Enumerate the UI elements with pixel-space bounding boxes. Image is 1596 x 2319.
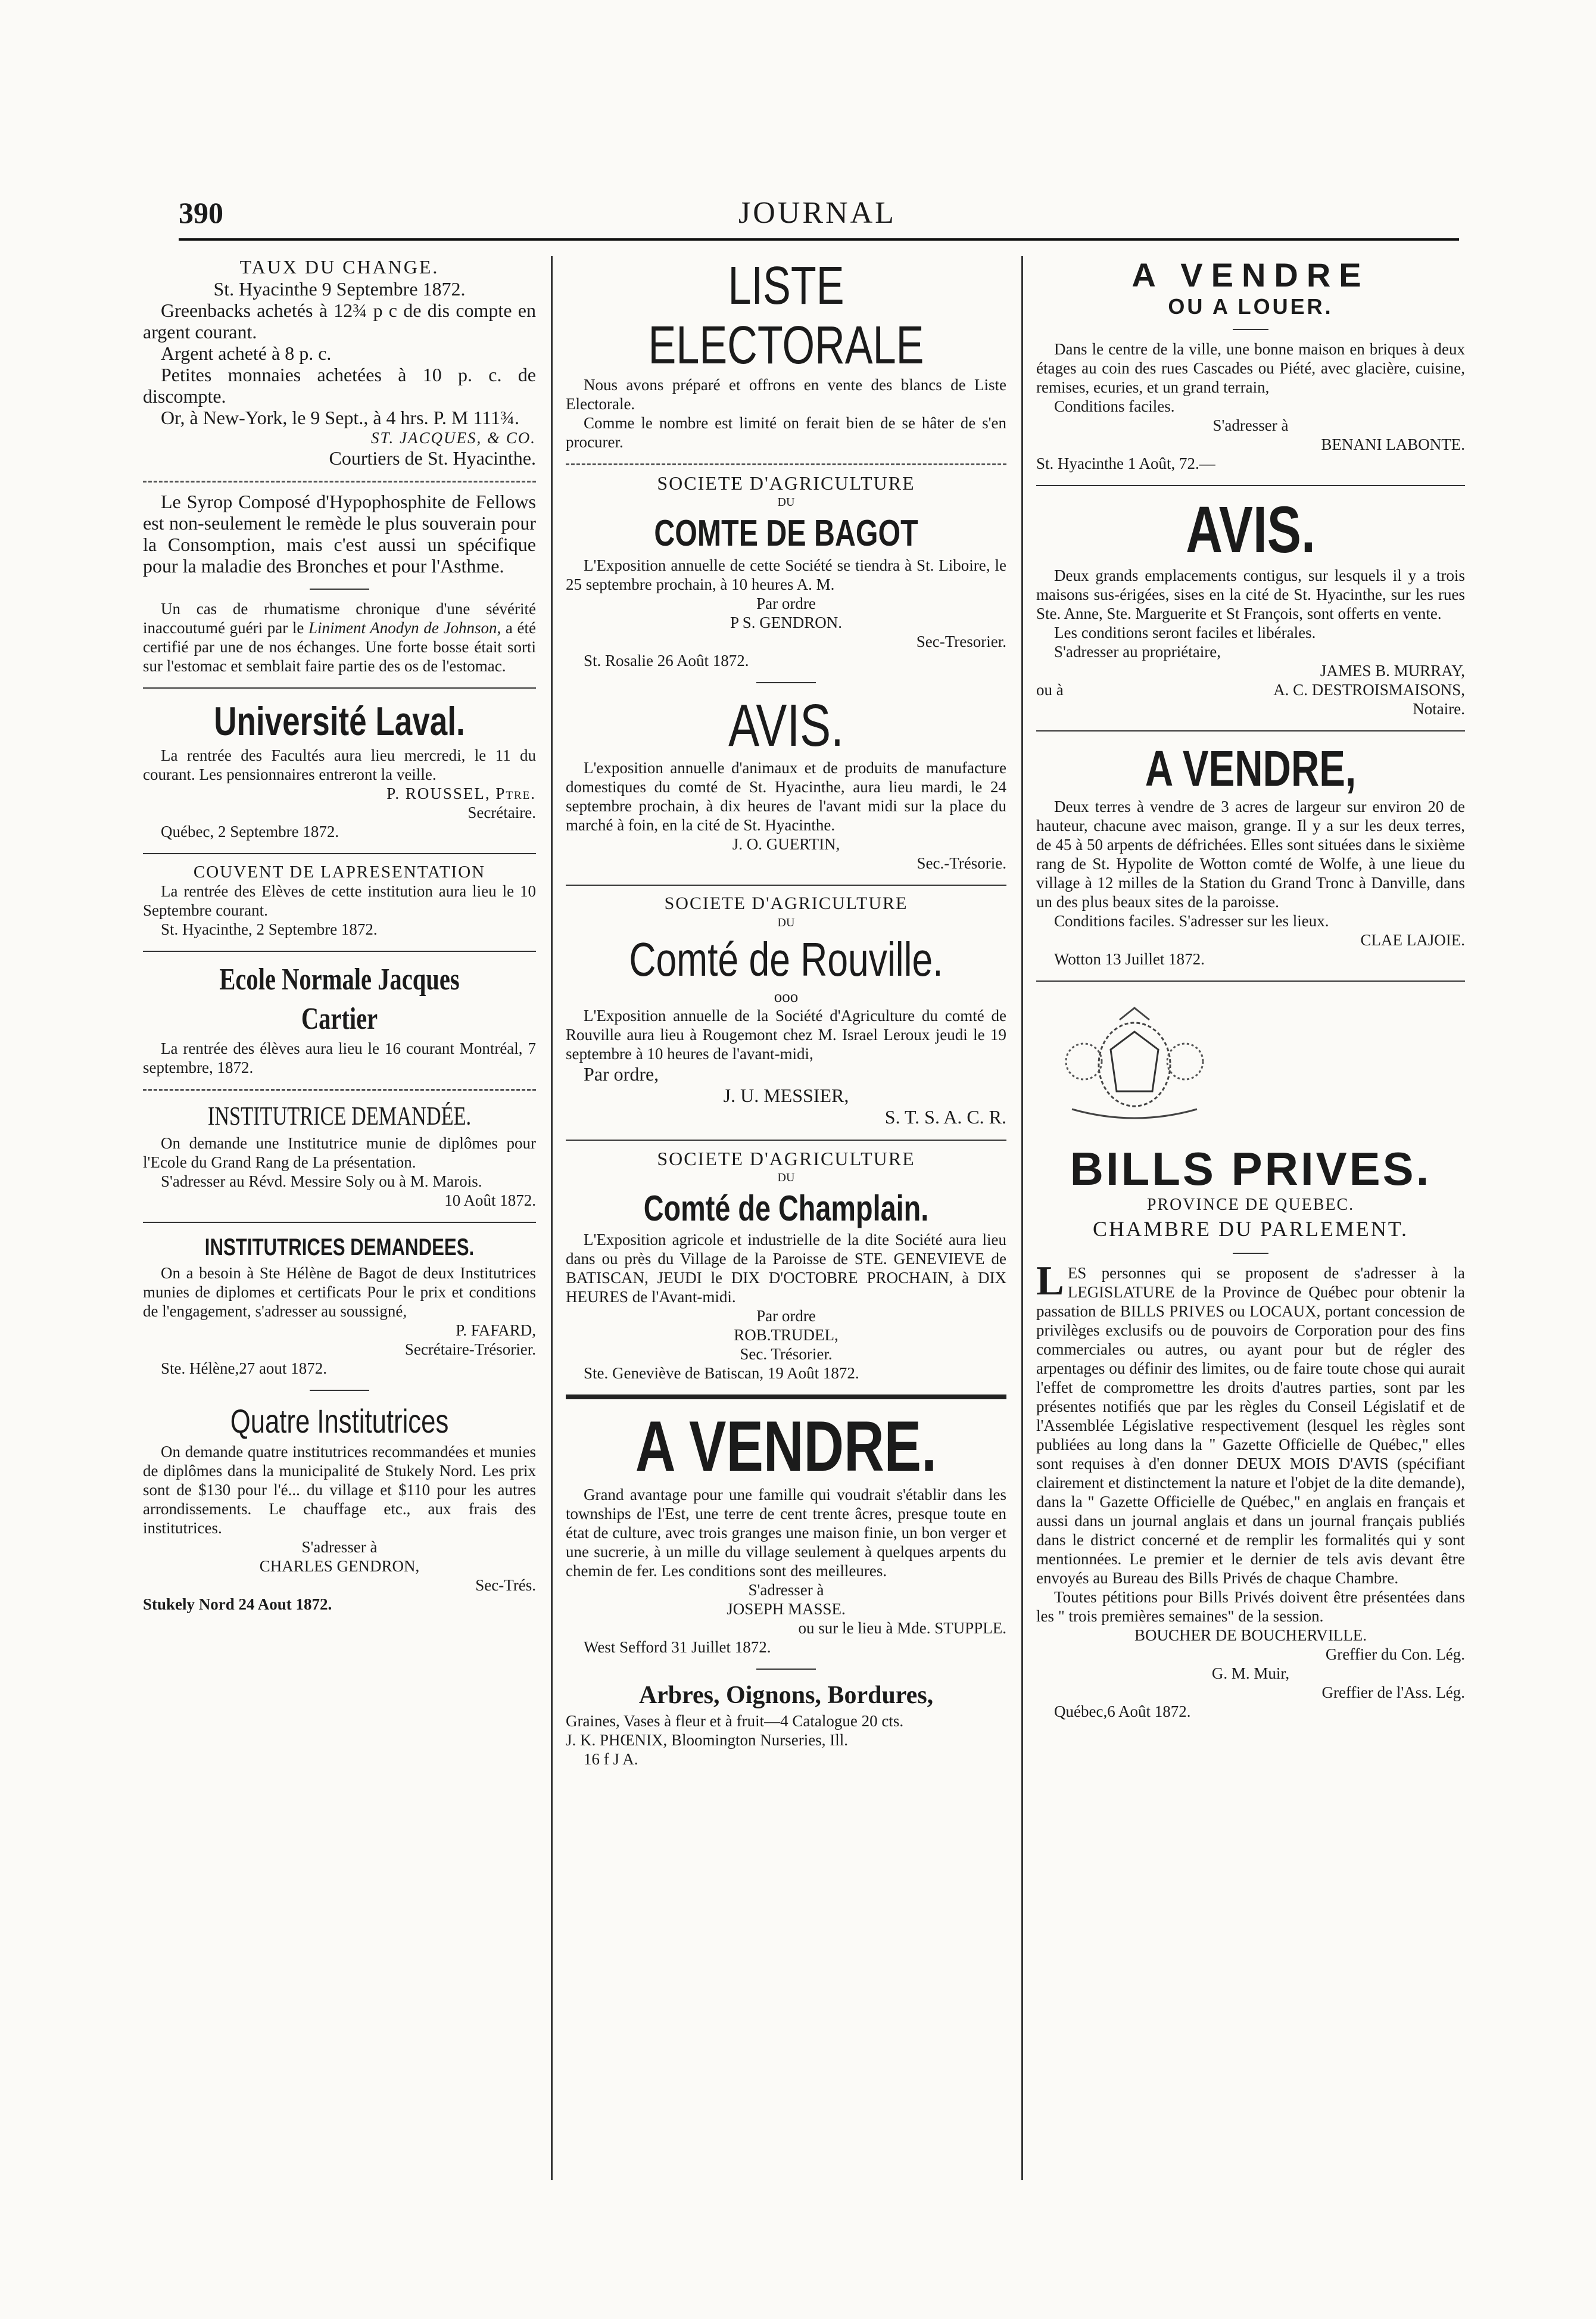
ecole-notice bbox=[143, 960, 536, 1077]
rouville-title-text: Comté de Rouville. bbox=[629, 933, 943, 986]
separator bbox=[143, 1089, 536, 1091]
vendre2-signature: CLAE LAJOIE. bbox=[1360, 931, 1465, 949]
bills-dropcap: L bbox=[1036, 1258, 1064, 1304]
taux-du-change bbox=[143, 256, 536, 469]
bagot-signature-title: Sec-Tresorier. bbox=[916, 633, 1006, 650]
bills-notice bbox=[1036, 1142, 1465, 1721]
rouville-title bbox=[566, 932, 1006, 987]
separator bbox=[566, 463, 1006, 465]
bagot-du: DU bbox=[777, 496, 795, 509]
institutrices-signature-title: Secrétaire-Trésorier. bbox=[404, 1340, 536, 1358]
bagot-pre: SOCIETE D'AGRICULTURE bbox=[657, 472, 915, 494]
separator bbox=[143, 1222, 536, 1223]
institutrices-title-text: INSTITUTRICES DEMANDEES. bbox=[204, 1234, 475, 1260]
bills-signature-title: Greffier du Con. Lég. bbox=[1325, 1645, 1465, 1663]
avis2-text: Les conditions seront faciles et libérales. bbox=[1054, 624, 1316, 642]
institutrices-text: On a besoin à Ste Hélène de Bagot de deux Institutrices munies de diplomes et certificats Pour le prix et conditions de l'engagement, s'adresser au soussigné, bbox=[143, 1264, 536, 1320]
bills-chambre: CHAMBRE DU PARLEMENT. bbox=[1092, 1217, 1409, 1241]
taux-signature: ST. JACQUES, & CO. bbox=[371, 429, 536, 447]
avis2-text: Deux grands emplacements contigus, sur lesquels il y a trois maisons sus-érigées, sises en la cité de St. Hyacinthe, sur les rues Ste. Anne, Ste. Marguerite et St François, sont offerts en vente. bbox=[1036, 566, 1465, 622]
institutrices-date: Ste. Hélène,27 aout 1872. bbox=[161, 1359, 327, 1377]
liste-title bbox=[566, 256, 1006, 375]
quatre-date: Stukely Nord 24 Aout 1872. bbox=[143, 1595, 332, 1613]
rouville-pre: SOCIETE D'AGRICULTURE bbox=[664, 894, 908, 913]
avis2-signature: A. C. DESTROISMAISONS, bbox=[1273, 681, 1465, 699]
laval-date: Québec, 2 Septembre 1872. bbox=[161, 823, 339, 841]
separator bbox=[1036, 980, 1465, 982]
separator bbox=[310, 589, 369, 590]
couvent-notice bbox=[143, 863, 536, 939]
laval-signature-title: Secrétaire. bbox=[467, 804, 536, 821]
vendre2-date: Wotton 13 Juillet 1872. bbox=[1054, 950, 1205, 968]
quatre-notice bbox=[143, 1400, 536, 1614]
vendre-louer-signature: BENANI LABONTE. bbox=[1321, 435, 1465, 453]
avis-text: L'exposition annuelle d'animaux et de produits de manufacture domestiques du comté de St. Hyacinthe, aura lieu mardi, le 24 septembre prochain, à dix heures de l'avant midi sur la place du marché à foin, en la cité de St. Hyacinthe. bbox=[566, 759, 1006, 834]
rouville-par: Par ordre, bbox=[584, 1063, 659, 1085]
bagot-signature: P S. GENDRON. bbox=[730, 614, 843, 631]
bills-signature-title: Greffier de l'Ass. Lég. bbox=[1321, 1683, 1465, 1701]
laval-signature: P. ROUSSEL, Ptre. bbox=[386, 785, 536, 802]
vendre2-notice bbox=[1036, 740, 1465, 969]
avis-signature: J. O. GUERTIN, bbox=[732, 835, 840, 853]
ecole-title-text: Ecole Normale Jacques Cartier bbox=[219, 963, 460, 1036]
separator bbox=[756, 682, 816, 683]
taux-line: Argent acheté à 8 p. c. bbox=[161, 343, 332, 364]
column-3 bbox=[1036, 256, 1465, 1733]
vendre-notice bbox=[566, 1408, 1006, 1657]
separator bbox=[566, 1394, 1006, 1399]
vendre-text: Grand avantage pour une famille qui voudrait s'établir dans les townships de l'Est, une terre de cent trente âcres, presque toute en état de culture, avec trois granges une maison finie, un bon verger et une sucrerie, à un mille du village seulement à quelques arpents du chemin de fer. Les conditions sont des meilleures. bbox=[566, 1486, 1006, 1580]
bagot-title-text: COMTE DE BAGOT bbox=[654, 513, 918, 554]
vendre2-text: Deux terres à vendre de 3 acres de largeur sur environ 20 de hauteur, chacune avec maison, grange. Il y a sur les deux terres, de 45 à 50 arpents de défrichées. Elles sont situées dans le sixième rang de St. Hypolite de Wotton comté de Wolfe, à une lieue du village à 12 milles de la Station du Grand Tronc à Danville, dans un des plus beaux sites de la paroisse. bbox=[1036, 798, 1465, 911]
avis-signature-title: Sec.-Trésorie. bbox=[917, 854, 1006, 872]
column-2 bbox=[566, 256, 1006, 1781]
institutrice-title bbox=[143, 1099, 536, 1134]
arbres-text: Graines, Vases à fleur et à fruit—4 Catalogue 20 cts. bbox=[566, 1712, 904, 1730]
vendre-address: S'adresser à bbox=[748, 1581, 824, 1599]
champlain-date: Ste. Geneviève de Batiscan, 19 Août 1872. bbox=[584, 1364, 859, 1382]
champlain-notice bbox=[566, 1149, 1006, 1383]
vendre-louer-date: St. Hyacinthe 1 Août, 72.— bbox=[1036, 455, 1215, 472]
taux-line: Petites monnaies achetées à 10 p. c. de discompte. bbox=[143, 364, 536, 407]
header-rule bbox=[179, 238, 1459, 241]
liste-text: Comme le nombre est limité on ferait bien de se hâter de s'en procurer. bbox=[566, 414, 1006, 451]
taux-signature-title: Courtiers de St. Hyacinthe. bbox=[329, 447, 536, 469]
separator bbox=[143, 951, 536, 952]
separator bbox=[1233, 329, 1268, 330]
column-divider-2 bbox=[1021, 256, 1023, 2180]
separator bbox=[566, 1140, 1006, 1141]
institutrices-signature: P. FAFARD, bbox=[456, 1321, 536, 1339]
bills-date: Québec,6 Août 1872. bbox=[1054, 1702, 1191, 1720]
bills-signature: BOUCHER DE BOUCHERVILLE. bbox=[1134, 1626, 1367, 1644]
champlain-title bbox=[566, 1187, 1006, 1230]
bagot-notice bbox=[566, 474, 1006, 670]
champlain-title-text: Comté de Champlain. bbox=[643, 1188, 929, 1228]
rouville-text: L'Exposition annuelle de la Société d'Agriculture du comté de Rouville aura lieu à Rougemont chez M. Israel Leroux jeudi le 19 septembre à 10 heures de l'avant-midi, bbox=[566, 1007, 1006, 1063]
liste-notice bbox=[566, 256, 1006, 452]
taux-line: Greenbacks achetés à 12¾ p c de dis compte en argent courant. bbox=[143, 300, 536, 343]
laval-notice bbox=[143, 697, 536, 841]
couvent-title: COUVENT DE LAPRESENTATION bbox=[193, 863, 486, 882]
bagot-date: St. Rosalie 26 Août 1872. bbox=[584, 652, 749, 670]
quatre-signature: CHARLES GENDRON, bbox=[259, 1557, 420, 1575]
avis2-address: S'adresser au propriétaire, bbox=[1054, 643, 1221, 661]
column-1 bbox=[143, 256, 536, 1626]
rhum-product: Liniment Anodyn de Johnson bbox=[308, 619, 497, 637]
avis2-signature: JAMES B. MURRAY, bbox=[1320, 662, 1465, 680]
institutrice-notice bbox=[143, 1099, 536, 1210]
champlain-pre: SOCIETE D'AGRICULTURE bbox=[657, 1148, 915, 1169]
laval-text: La rentrée des Facultés aura lieu mercredi, le 11 du courant. Les pensionnaires entreront la veille. bbox=[143, 746, 536, 783]
vendre-louer-text: Dans le centre de la ville, une bonne maison en briques à deux étages au coin des rues Cascades ou Piété, avec glacière, cuisine, remises, ecuries, et un grand terrain, bbox=[1036, 340, 1465, 396]
separator bbox=[1233, 1253, 1268, 1254]
institutrices-notice bbox=[143, 1231, 536, 1378]
laval-title-text: Université Laval. bbox=[214, 699, 465, 744]
institutrice-address: S'adresser au Révd. Messire Soly ou à M. Marois. bbox=[161, 1172, 482, 1190]
bills-text: Toutes pétitions pour Bills Privés doivent être présentées dans les " trois premières semaines" de la session. bbox=[1036, 1588, 1465, 1625]
ecole-text: La rentrée des élèves aura lieu le 16 courant Montréal, 7 septembre, 1872. bbox=[143, 1039, 536, 1076]
vendre-signature: JOSEPH MASSE. bbox=[727, 1600, 846, 1618]
bills-title: BILLS PRIVES. bbox=[1070, 1143, 1432, 1195]
rouville-notice bbox=[566, 894, 1006, 1128]
vendre-louer-title: A VENDRE bbox=[1131, 256, 1370, 294]
vendre-louer-conditions: Conditions faciles. bbox=[1054, 397, 1175, 415]
champlain-signature-title: Sec. Trésorier. bbox=[740, 1345, 833, 1363]
running-title: JOURNAL bbox=[738, 196, 896, 230]
rhumatisme-notice bbox=[143, 599, 536, 676]
avis2-title bbox=[1036, 494, 1465, 566]
bills-text-body: ES personnes qui se proposent de s'adresser à la LEGISLATURE de la Province de Québec pour obtenir la passation de BILLS PRIVES ou LOCAUX, portant concession de privilèges exclusifs ou de pouvoirs de Corporation pour des fins commerciales ou autres, ou ayant pour but de régler des arpentages ou définir des limites, ou de faire toute chose qui aurait l'effet de compromettre les droits d'autres parties, sont par les présentes notifiés que par les règles du Conseil Législatif et de l'Assemblée Législative respectivement (lesquel les règles sont publiées au long dans la " Gazette Officielle de Québec," elles sont requises à d'en donner DEUX MOIS D'AVIS (spécifiant clairement et distinctement la nature et l'objet de la dite demande), dans la " Gazette Officielle de Québec," en anglais en français et aussi dans un journal anglais et dans un journal français publiés dans le district concerné et de remplir les formalités qui y sont mentionnées. Le premier et le dernier de tels avis devant être envoyés au Bureau des Bills Privés de chaque Chambre. bbox=[1036, 1264, 1465, 1587]
avis2-title-text: AVIS. bbox=[1186, 493, 1316, 566]
arbres-address: J. K. PHŒNIX, Bloomington Nurseries, Ill. bbox=[566, 1731, 848, 1749]
arbres-notice bbox=[566, 1679, 1006, 1769]
separator bbox=[143, 853, 536, 854]
champlain-signature: ROB.TRUDEL, bbox=[734, 1326, 838, 1344]
vendre-louer-subtitle: OU A LOUER. bbox=[1168, 294, 1333, 319]
bagot-text: L'Exposition annuelle de cette Société se tiendra à St. Liboire, le 25 septembre prochain, à 10 heures A. M. bbox=[566, 556, 1006, 593]
vendre-louer-address: S'adresser à bbox=[1212, 416, 1289, 434]
vendre2-title bbox=[1036, 740, 1465, 797]
syrop-notice: Le Syrop Composé d'Hypophosphite de Fellows est non-seulement le remède le plus souverain pour la Consomption, mais c'est aussi un spécifique pour la maladie des Bronches et pour l'Asthme. bbox=[143, 491, 536, 577]
vendre2-title-text: A VENDRE, bbox=[1145, 740, 1357, 796]
institutrices-title bbox=[143, 1231, 536, 1263]
page-number: 390 bbox=[179, 196, 223, 229]
page-header bbox=[179, 195, 1459, 231]
taux-line: St. Hyacinthe 9 Septembre 1872. bbox=[213, 278, 466, 300]
taux-title: TAUX DU CHANGE. bbox=[239, 256, 439, 278]
quatre-text: On demande quatre institutrices recommandées et munies de diplômes dans la municipalité de Stukely Nord. Les prix sont de $130 pour l'é... du village et $110 pour les autres arrondissements. Le chauffage etc., aux frais des institutrices. bbox=[143, 1443, 536, 1537]
quatre-address: S'adresser à bbox=[301, 1538, 378, 1556]
ecole-title bbox=[143, 960, 536, 1039]
laval-title bbox=[143, 697, 536, 746]
avis-title bbox=[566, 693, 1006, 758]
royal-arms-seal bbox=[1036, 996, 1233, 1133]
rhum-text: , a été certifié par une de nos échanges. Une forte bosse était sorti sur l'estomac et semblait faire partie des os de l'estomac. bbox=[143, 619, 537, 675]
column-divider-1 bbox=[551, 256, 553, 2180]
avis2-ou: ou à bbox=[1036, 681, 1064, 699]
couvent-text: La rentrée des Elèves de cette institution aura lieu le 10 Septembre courant. bbox=[143, 882, 536, 919]
rouville-ornament: ooo bbox=[774, 988, 799, 1006]
separator bbox=[143, 481, 536, 483]
champlain-par: Par ordre bbox=[756, 1307, 816, 1325]
avis-notice bbox=[566, 693, 1006, 873]
vendre-louer-notice bbox=[1036, 256, 1465, 473]
rhum-text: Un cas de rhumatisme chronique d'une sévérité inaccoutumé guéri par le bbox=[143, 600, 536, 637]
quatre-title-text: Quatre Institutrices bbox=[230, 1402, 449, 1440]
avis2-signature-line bbox=[1036, 680, 1465, 699]
liste-text: Nous avons préparé et offrons en vente des blancs de Liste Electorale. bbox=[566, 376, 1006, 413]
avis2-notice bbox=[1036, 494, 1465, 718]
separator bbox=[566, 885, 1006, 886]
champlain-text: L'Exposition agricole et industrielle de la dite Société aura lieu dans ou près du Village de la Paroisse de STE. GENEVIEVE de BATISCAN, JEUDI le DIX D'OCTOBRE PROCHAIN, à DIX HEURES de l'Avant-midi. bbox=[566, 1231, 1006, 1306]
institutrice-title-text: INSTITUTRICE DEMANDÉE. bbox=[207, 1101, 472, 1131]
rouville-signature: J. U. MESSIER, bbox=[723, 1085, 849, 1106]
vendre-date: West Sefford 31 Juillet 1872. bbox=[584, 1638, 771, 1656]
arbres-reference: 16 f J A. bbox=[584, 1750, 638, 1768]
vendre-address: ou sur le lieu à Mde. STUPPLE. bbox=[798, 1619, 1006, 1637]
separator bbox=[1036, 730, 1465, 732]
bagot-title bbox=[566, 512, 1006, 556]
rouville-du: DU bbox=[777, 916, 795, 929]
avis-title-text: AVIS. bbox=[728, 692, 844, 759]
institutrice-date: 10 Août 1872. bbox=[444, 1191, 536, 1209]
quatre-signature-title: Sec-Trés. bbox=[475, 1576, 536, 1594]
institutrice-text: On demande une Institutrice munie de diplômes pour l'Ecole du Grand Rang de La présentation. bbox=[143, 1134, 536, 1171]
bills-text bbox=[1036, 1258, 1465, 1587]
rouville-signature-title: S. T. S. A. C. R. bbox=[884, 1106, 1006, 1128]
vendre-title bbox=[566, 1408, 1006, 1485]
separator bbox=[756, 1669, 816, 1670]
vendre-title-text: A VENDRE. bbox=[635, 1406, 937, 1486]
vendre2-conditions: Conditions faciles. S'adresser sur les lieux. bbox=[1054, 912, 1329, 930]
bills-signature: G. M. Muir, bbox=[1211, 1664, 1290, 1682]
separator bbox=[310, 1390, 369, 1391]
avis2-signature-title: Notaire. bbox=[1413, 700, 1465, 718]
taux-line: Or, à New-York, le 9 Sept., à 4 hrs. P. M 111¾. bbox=[161, 407, 519, 428]
quatre-title bbox=[143, 1400, 536, 1442]
champlain-du: DU bbox=[777, 1171, 795, 1184]
separator bbox=[143, 687, 536, 689]
bagot-par: Par ordre bbox=[756, 594, 816, 612]
liste-title-text: LISTE ELECTORALE bbox=[648, 256, 924, 375]
bills-province: PROVINCE DE QUEBEC. bbox=[1146, 1196, 1355, 1214]
separator bbox=[1036, 485, 1465, 486]
arbres-title: Arbres, Oignons, Bordures, bbox=[638, 1682, 934, 1709]
couvent-date: St. Hyacinthe, 2 Septembre 1872. bbox=[161, 920, 378, 938]
